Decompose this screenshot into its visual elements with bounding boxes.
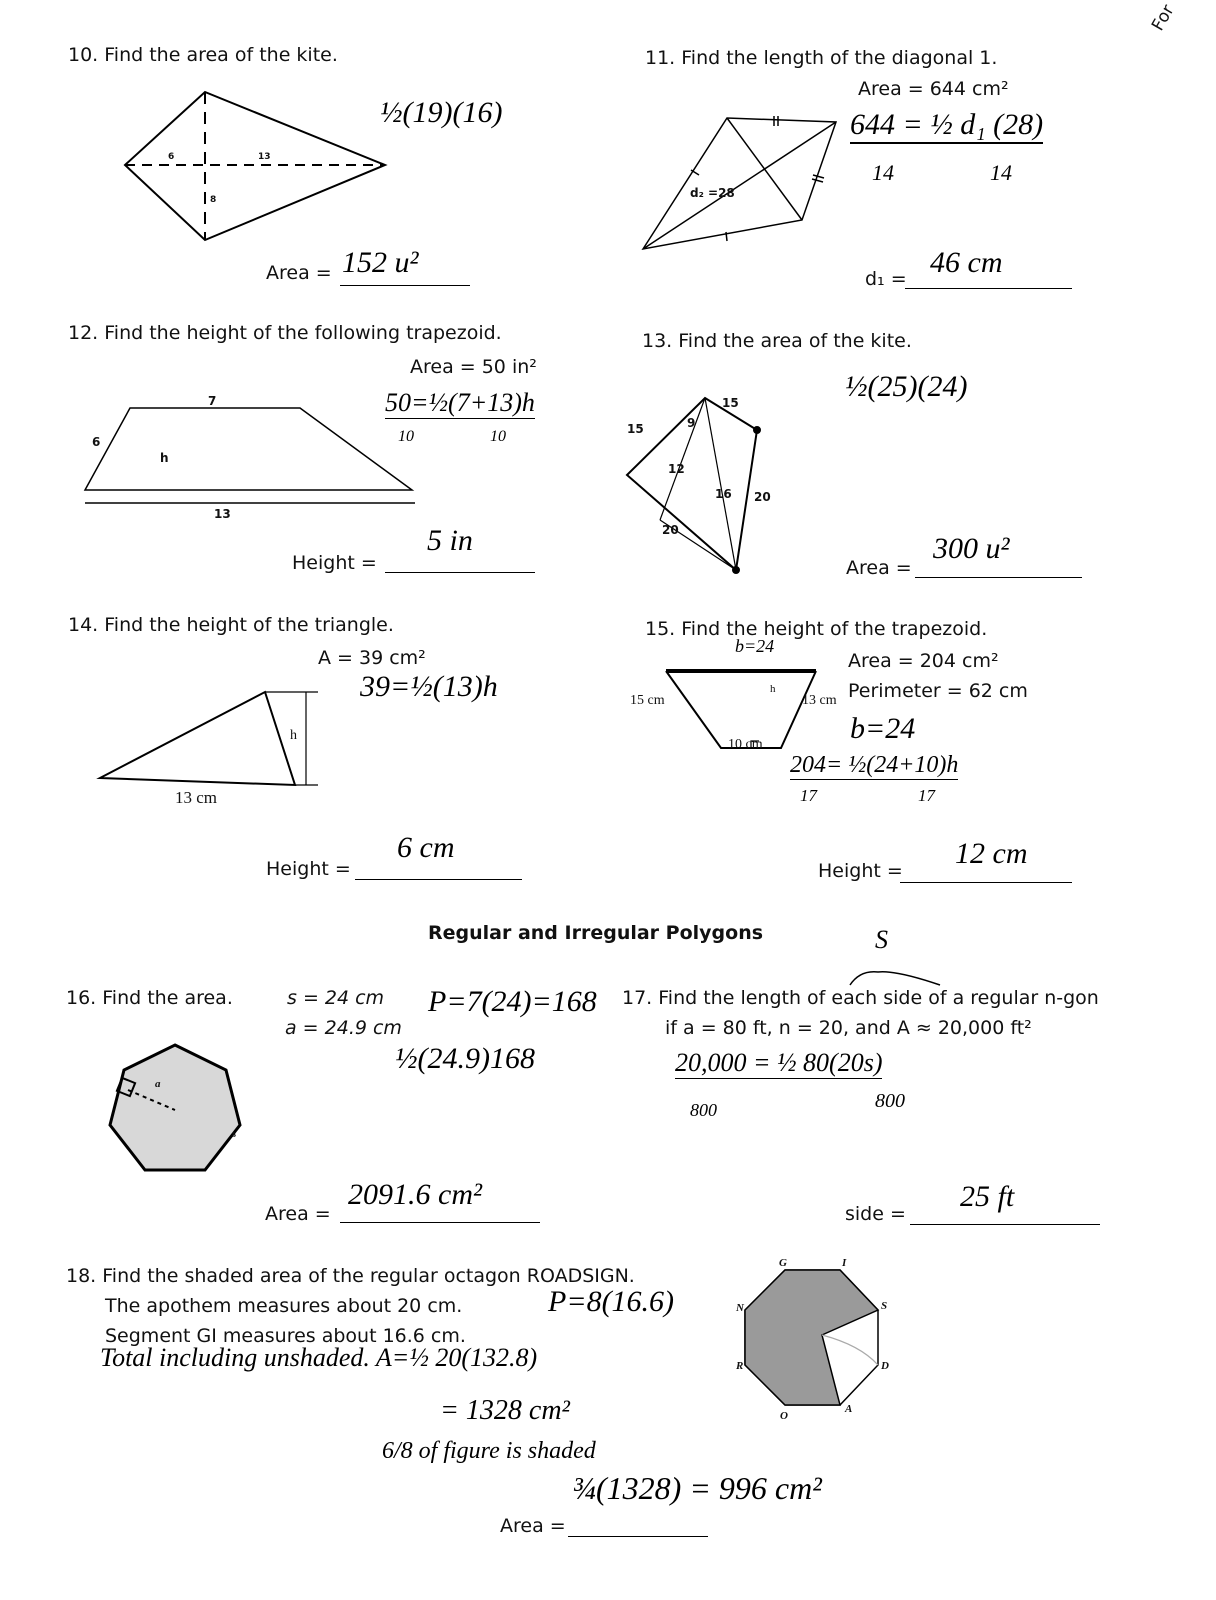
kite-label: 13: [258, 152, 271, 162]
brace-annotation: [850, 972, 940, 985]
given-16-apothem: a = 24.9 cm: [285, 1017, 402, 1039]
answer-11: 46 cm: [930, 246, 1003, 279]
answer-10: 152 u²: [342, 246, 419, 279]
octagon-label: R: [736, 1360, 744, 1372]
trapezoid-label: 10 cm: [728, 737, 763, 752]
work-18: P=8(16.6): [548, 1285, 675, 1318]
work-12: 50=½(7+13)h: [385, 388, 535, 417]
given-11: Area = 644 cm²: [858, 78, 1009, 100]
trapezoid-label: b=24: [735, 636, 775, 656]
work-11: 644 = ½ d₁ (28): [850, 108, 1043, 144]
trapezoid-figure-12: [85, 408, 415, 503]
kite-label: 16: [715, 487, 732, 501]
problem-10-question: 10. Find the area of the kite.: [68, 44, 338, 66]
answer-14: 6 cm: [397, 831, 455, 864]
work-15: b=24: [850, 712, 916, 745]
given-15-perimeter: Perimeter = 62 cm: [848, 680, 1028, 702]
answer-label-11: d₁ =: [865, 268, 907, 290]
kite-label: 8: [210, 195, 217, 205]
work-17: 20,000 = ½ 80(20s): [675, 1048, 883, 1077]
octagon-label: I: [842, 1257, 847, 1269]
kite-label: 6: [168, 152, 175, 162]
triangle-label: 13 cm: [175, 788, 218, 807]
answer-16: 2091.6 cm²: [348, 1178, 482, 1211]
octagon-figure-18: [745, 1270, 878, 1405]
work-11: 14: [872, 160, 894, 185]
answer-label-16: Area =: [265, 1203, 331, 1225]
trapezoid-label: h: [770, 683, 776, 695]
problem-16-question: 16. Find the area.: [66, 987, 233, 1009]
work-15: 17: [800, 786, 817, 805]
problem-15-question: 15. Find the height of the trapezoid.: [645, 618, 988, 640]
kite-figure-11: [643, 116, 836, 249]
answer-17: 25 ft: [960, 1180, 1015, 1213]
given-14: A = 39 cm²: [318, 647, 426, 669]
triangle-label: h: [290, 728, 297, 743]
given-16-side: s = 24 cm: [287, 987, 385, 1009]
kite-figure-10: [125, 92, 385, 240]
heptagon-label: s: [232, 1128, 237, 1140]
work-15: 204= ½(24+10)h: [790, 752, 959, 778]
octagon-label: D: [881, 1360, 889, 1372]
answer-label-17: side =: [845, 1203, 906, 1225]
kite-label: 15: [722, 396, 739, 410]
heptagon-figure-16: [110, 1045, 240, 1170]
problem-18-apothem: The apothem measures about 20 cm.: [105, 1295, 463, 1317]
kite-label: 15: [627, 422, 644, 436]
kite-label: 9: [687, 416, 696, 430]
octagon-label: A: [845, 1403, 853, 1415]
problem-18-question: 18. Find the shaded area of the regular octagon ROADSIGN.: [66, 1265, 635, 1287]
answer-18: ¾(1328) = 996 cm²: [572, 1470, 822, 1506]
work-11: 14: [990, 160, 1012, 185]
problem-18-segment: Segment GI measures about 16.6 cm.: [105, 1325, 466, 1347]
problem-11-question: 11. Find the length of the diagonal 1.: [645, 47, 998, 69]
kite-label: 20: [662, 523, 679, 537]
section-heading: Regular and Irregular Polygons: [428, 922, 764, 944]
problem-17-given: if a = 80 ft, n = 20, and A ≈ 20,000 ft²: [665, 1017, 1032, 1039]
work-14: 39=½(13)h: [360, 670, 498, 703]
triangle-figure-14: [100, 692, 318, 785]
heptagon-label: a: [155, 1078, 161, 1090]
diagonal-label: d₂ =28: [690, 186, 735, 200]
given-15-area: Area = 204 cm²: [848, 650, 999, 672]
problem-17-question: 17. Find the length of each side of a regular n-gon: [622, 987, 1099, 1009]
work-16: ½(24.9)168: [395, 1042, 535, 1075]
work-12: 10: [398, 428, 414, 445]
work-13: ½(25)(24): [845, 370, 968, 403]
corner-text: For: [1147, 1, 1179, 35]
answer-12: 5 in: [427, 524, 473, 557]
octagon-label: O: [780, 1410, 788, 1422]
problem-13-question: 13. Find the area of the kite.: [642, 330, 912, 352]
octagon-label: N: [736, 1302, 744, 1314]
trapezoid-label: 6: [92, 435, 101, 449]
answer-label-15: Height =: [818, 860, 903, 882]
answer-label-14: Height =: [266, 858, 351, 880]
work-18: 6/8 of figure is shaded: [382, 1438, 596, 1464]
answer-label-10: Area =: [266, 262, 332, 284]
trapezoid-label: 15 cm: [630, 693, 665, 708]
kite-label: 20: [754, 490, 771, 504]
work-18: = 1328 cm²: [440, 1395, 570, 1426]
trapezoid-label: 7: [208, 394, 217, 408]
given-12: Area = 50 in²: [410, 356, 537, 378]
annotation-17: S: [875, 925, 888, 954]
problem-12-question: 12. Find the height of the following trapezoid.: [68, 322, 502, 344]
answer-13: 300 u²: [933, 532, 1010, 565]
work-12: 10: [490, 428, 506, 445]
work-15: 17: [918, 786, 935, 805]
work-17: 800: [875, 1090, 905, 1112]
work-18: Total including unshaded. A=½ 20(132.8): [100, 1343, 538, 1372]
octagon-label: G: [779, 1257, 787, 1269]
answer-15: 12 cm: [955, 837, 1028, 870]
trapezoid-label: h: [160, 451, 169, 465]
octagon-label: S: [881, 1300, 888, 1312]
trapezoid-label: 13 cm: [802, 693, 837, 708]
work-16: P=7(24)=168: [428, 985, 597, 1018]
problem-14-question: 14. Find the height of the triangle.: [68, 614, 394, 636]
answer-label-18: Area =: [500, 1515, 566, 1537]
work-17: 800: [690, 1100, 717, 1120]
trapezoid-label: 13: [214, 507, 231, 521]
work-10: ½(19)(16): [380, 96, 503, 129]
answer-label-13: Area =: [846, 557, 912, 579]
kite-label: 12: [668, 462, 685, 476]
answer-label-12: Height =: [292, 552, 377, 574]
